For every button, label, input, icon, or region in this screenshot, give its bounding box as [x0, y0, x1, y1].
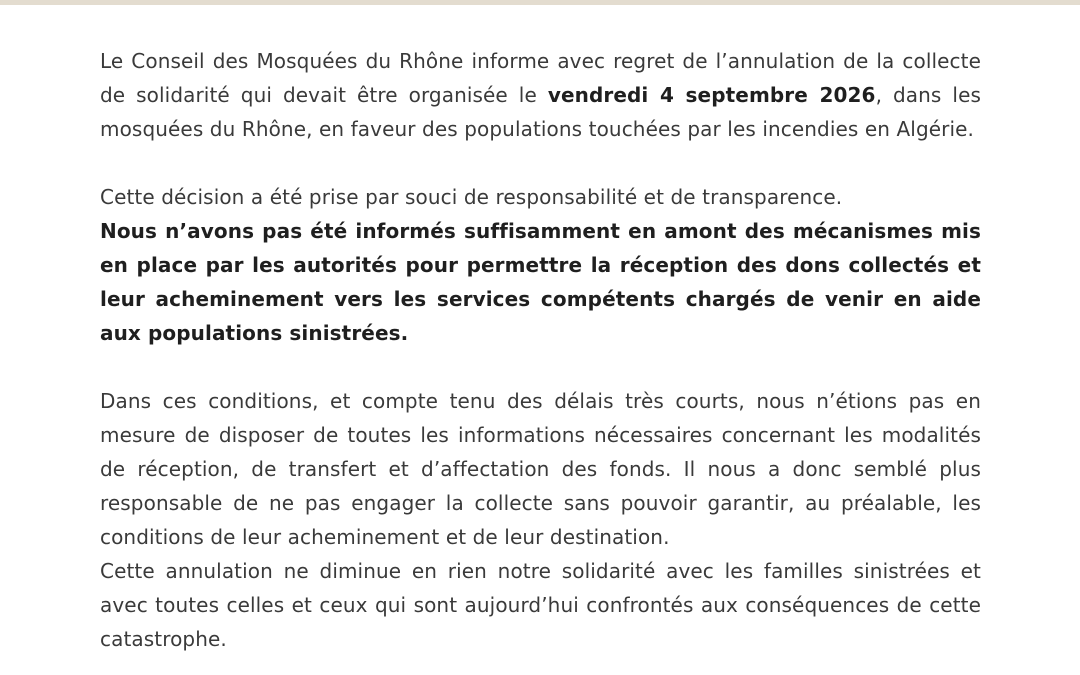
paragraph-reason: Nous n’avons pas été informés suffisamment en amont des mécanismes mis en place par les autorités pour permettre la réception des dons collectés et leur acheminement vers les services compétents chargés de venir en aide aux populations sinistrées. [100, 219, 981, 345]
event-date: vendredi 4 septembre 2026 [547, 83, 876, 107]
paragraph-spacer [100, 146, 981, 180]
paragraph-solidarity: Cette annulation ne diminue en rien notre solidarité avec les familles sinistrées et avec toutes celles et ceux qui sont aujourd’hui confrontés aux conséquences de cette catastrophe. [100, 559, 981, 651]
announcement-text-end: , dans les mosquées du Rhône, en faveur des populations touchées par les incendies en Algérie. [100, 83, 981, 141]
paragraph-decision: Cette décision a été prise par souci de responsabilité et de transparence. [100, 185, 843, 209]
paragraph-conditions: Dans ces conditions, et compte tenu des délais très courts, nous n’étions pas en mesure de disposer de toutes les informations nécessaires concernant les modalités de réception, de transfert et d’affectation des fonds. Il nous a donc semblé plus responsable de ne pas engager la collecte sans pouvoir garantir, au préalable, les conditions de leur acheminement et de leur destination. [100, 389, 981, 549]
top-divider [0, 0, 1080, 5]
document-body [100, 44, 981, 656]
paragraph-spacer [100, 350, 981, 384]
announcement-text-start: Le Conseil des Mosquées du Rhône informe avec regret de l’annulation de la collecte de solidarité qui devait être organisée le [100, 49, 981, 107]
paragraph-announcement [100, 44, 981, 146]
